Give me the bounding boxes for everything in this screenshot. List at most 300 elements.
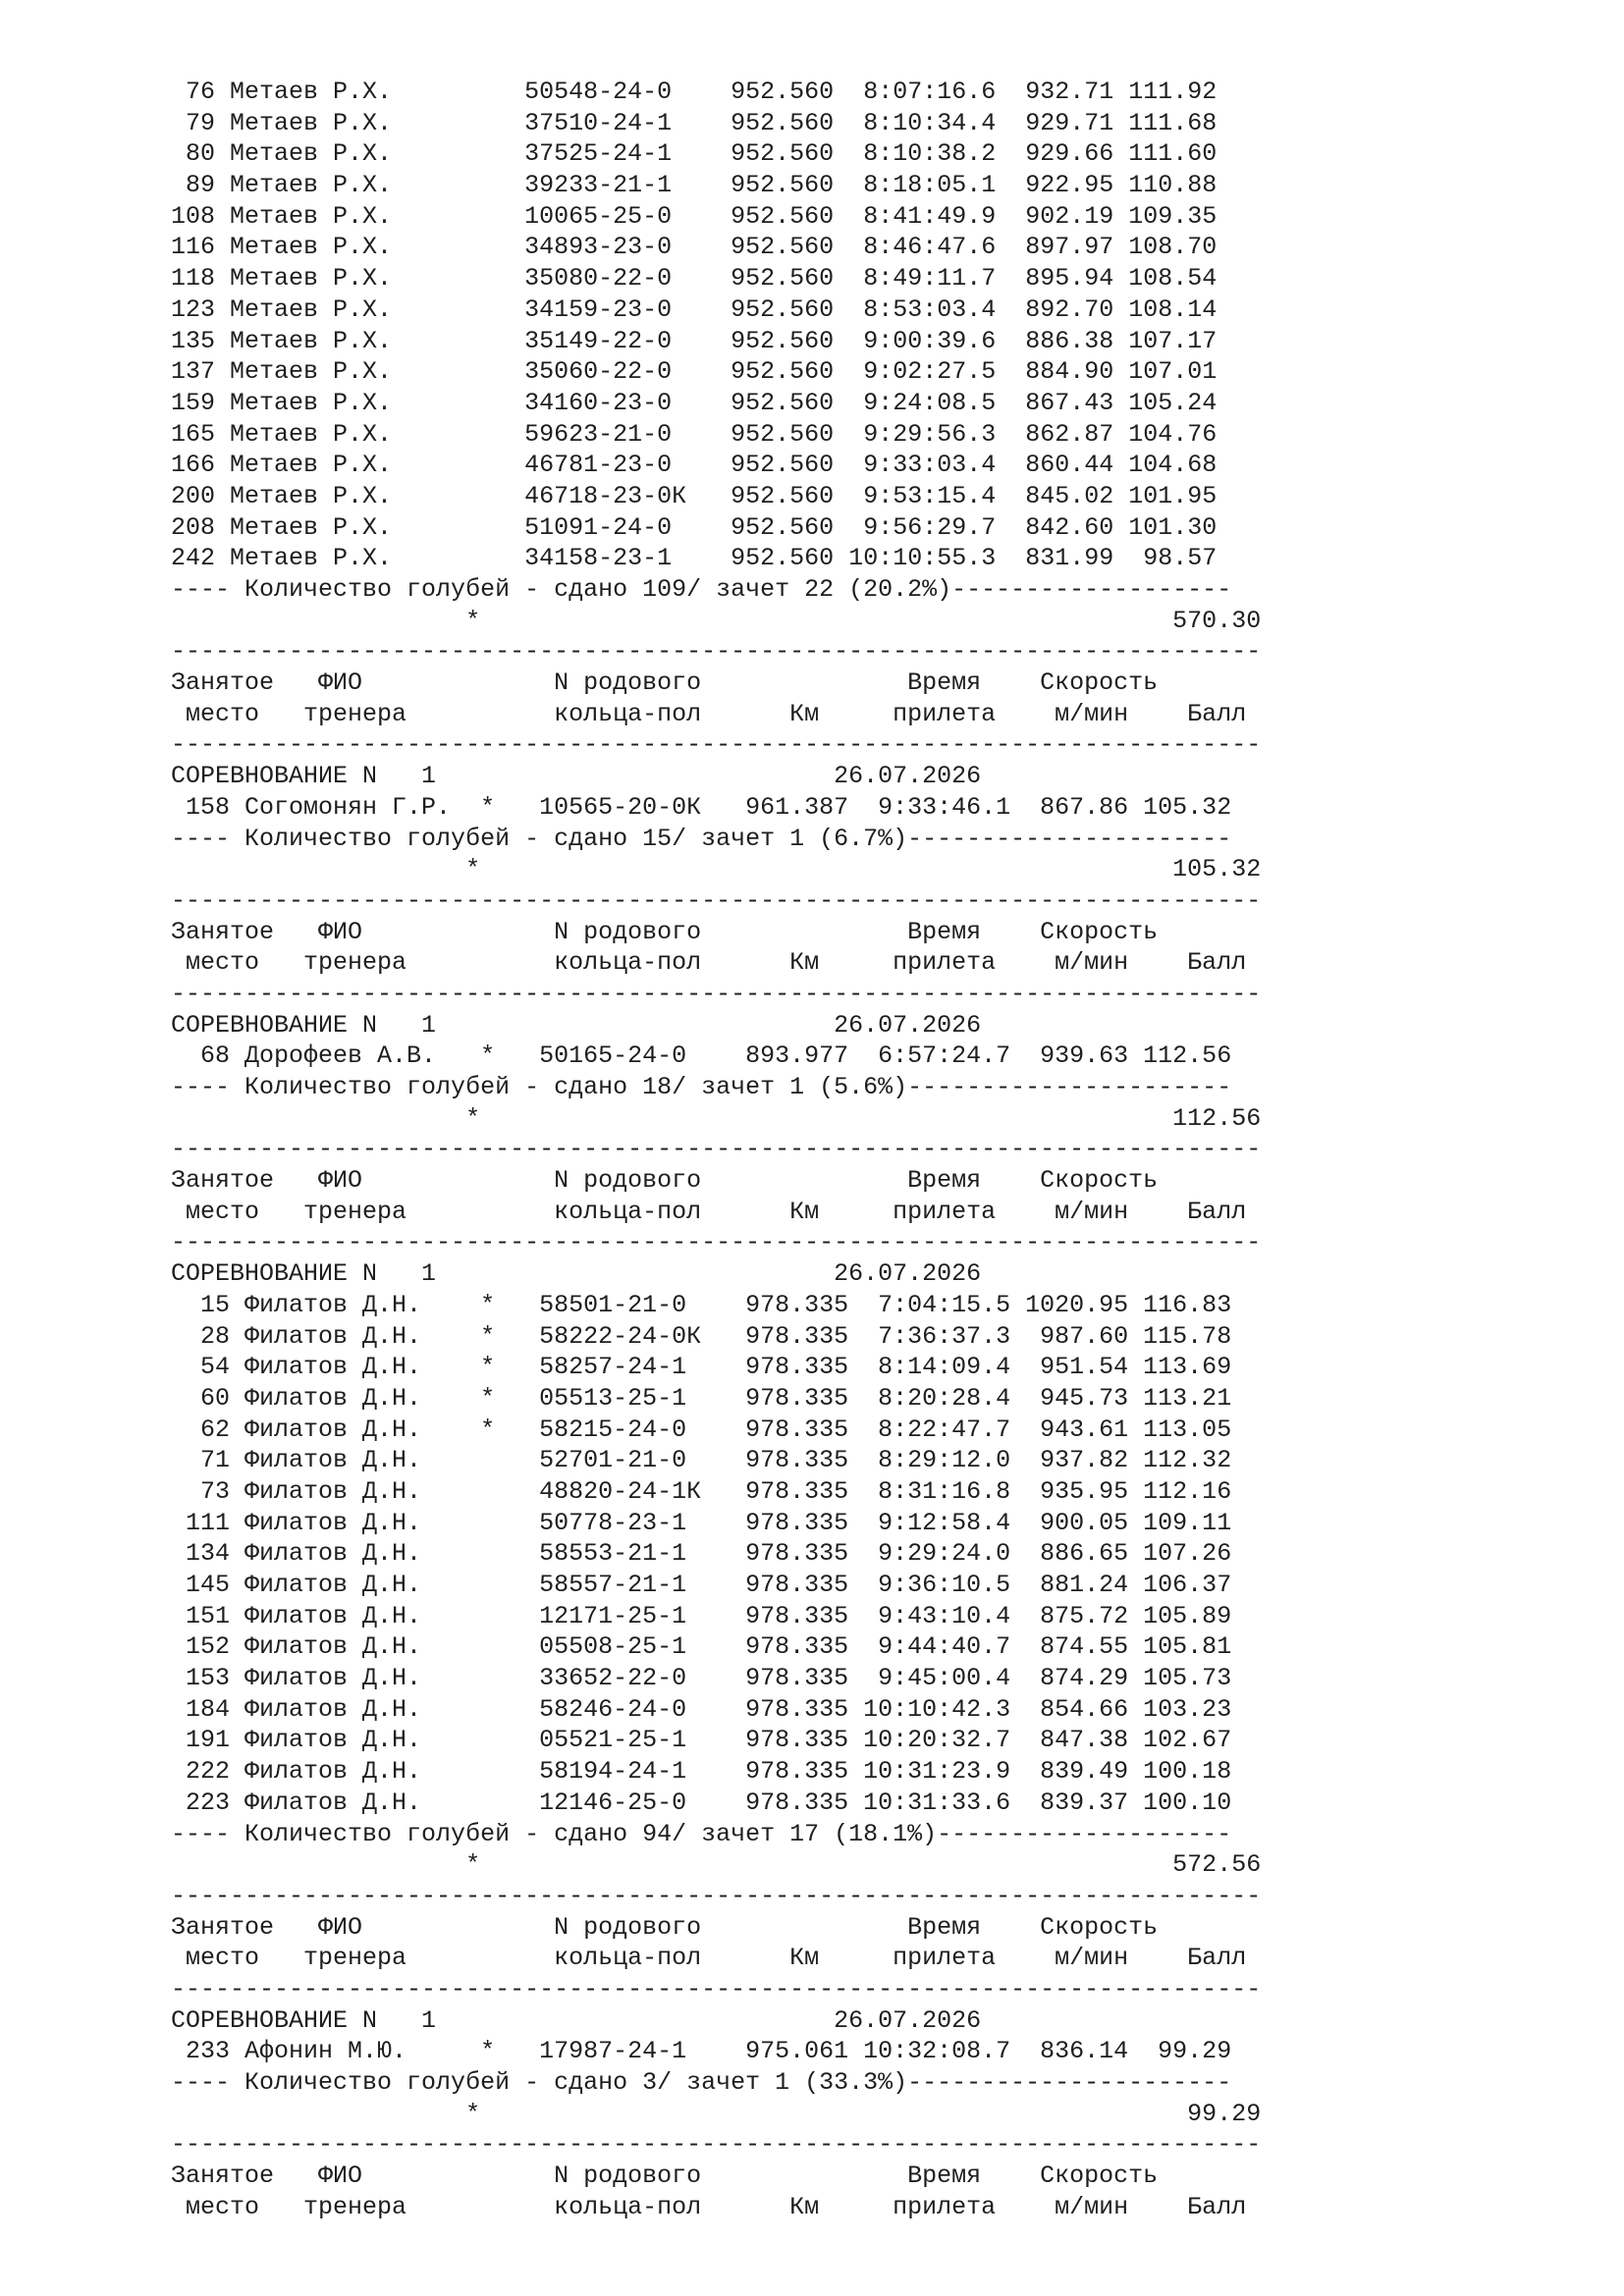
result-row-text: 9:00:39.6 [863,326,997,355]
column-header-line-1 [127,917,1261,948]
result-row-text: 151 Филатов Д.Н. 12171-25-1 978.335 9:43:10.4 875.72 105.89 [171,1601,1232,1630]
result-row-text: 39233-21-1 [524,171,673,200]
result-row [127,1631,1261,1663]
result-row-text: 34160-23-0 [524,388,673,417]
result-row-text: 153 Филатов Д.Н. 33652-22-0 978.335 9:45:00.4 874.29 105.73 [171,1664,1232,1693]
result-row-text [996,139,1025,168]
result-row-text: 8:49:11.7 [863,264,997,294]
result-row-text [834,357,863,386]
result-row-text [672,389,731,417]
result-row-text: 9:02:27.5 [863,357,997,387]
result-row-text [996,420,1025,449]
separator-line [127,1227,1261,1258]
separator-line [127,885,1261,917]
result-row [127,1383,1261,1415]
result-row-text: 860.44 [1025,451,1114,480]
result-row-text: 46718-23-0К [524,481,687,510]
result-row-text [392,451,524,479]
result-row-text: 80 [171,139,231,169]
column-header-line-2-text: место тренера кольца-пол Км прилета м/мин Балл [171,948,1247,978]
total-line-text: * 572.56 [171,1850,1262,1880]
result-row-text: Метаев Р.Х. [230,233,393,262]
result-row [127,2036,1261,2067]
result-row-text: 952.560 [731,357,835,387]
result-row [127,1601,1261,1632]
result-row-text: 8:41:49.9 [863,201,997,231]
result-row-text [1113,109,1128,137]
result-row-text [834,233,863,261]
result-row-text [1113,327,1128,355]
result-row [127,1725,1261,1756]
result-row [127,138,1261,170]
result-row-text: 10065-25-0 [524,201,673,231]
column-header-line-1 [127,1912,1261,1944]
result-row-text: 46781-23-0 [524,451,673,480]
result-row-text: 867.43 [1025,388,1114,417]
result-row [127,1694,1261,1726]
result-row-text: 37525-24-1 [524,139,673,169]
summary-line [127,2067,1261,2099]
result-row-text [672,171,731,199]
result-row-text [834,109,863,137]
result-row-text: 952.560 [731,201,835,231]
result-row-text [1113,171,1128,199]
result-row-text: 135 [171,326,231,355]
result-row-text: 152 Филатов Д.Н. 05508-25-1 978.335 9:44:40.7 874.55 105.81 [171,1632,1232,1662]
summary-line [127,574,1261,606]
column-header-line-1 [127,2161,1261,2192]
result-row-text: Метаев Р.Х. [230,512,393,542]
result-row-text: 28 Филатов Д.Н. * 58222-24-0К 978.335 7:36:37.3 987.60 115.78 [171,1321,1232,1351]
result-row-text: Метаев Р.Х. [230,451,393,480]
column-header-line-1-text: Занятое ФИО N родового Время Скорость [171,1912,1159,1942]
result-row-text: 104.76 [1128,419,1218,449]
result-row-text: 68 Дорофеев А.В. * 50165-24-0 893.977 6:57:24.7 939.63 112.56 [171,1041,1232,1071]
result-row-text: 191 Филатов Д.Н. 05521-25-1 978.335 10:20:32.7 847.38 102.67 [171,1726,1232,1755]
result-row-text [392,264,524,293]
result-row-text [672,420,731,449]
result-row-text: 34158-23-1 [524,544,673,573]
result-row-text: 952.560 [731,233,835,262]
result-row-text: 831.99 [1025,544,1114,573]
result-row-text [672,513,731,542]
separator-line [127,1974,1261,2005]
summary-line-text: ---- Количество голубей - сдано 94/ зачет 17 (18.1%)-------------------- [171,1819,1232,1848]
result-row-text: 107.01 [1128,357,1218,387]
result-row-text: Метаев Р.Х. [230,326,393,355]
result-row-text: 15 Филатов Д.Н. * 58501-21-0 978.335 7:04:15.5 1020.95 116.83 [171,1290,1232,1319]
result-row-text [1113,139,1128,168]
result-row-text: 892.70 [1025,294,1114,324]
result-row-text: 71 Филатов Д.Н. 52701-21-0 978.335 8:29:12.0 937.82 112.32 [171,1446,1232,1475]
summary-line-text: ---- Количество голубей - сдано 109/ зачет 22 (20.2%)------------------- [171,575,1232,604]
result-row-text: 922.95 [1025,171,1114,200]
result-row-text [392,389,524,417]
column-header-line-1-text: Занятое ФИО N родового Время Скорость [171,1166,1159,1196]
result-row-text: 10:10:55.3 [848,544,997,573]
result-row-text: 35149-22-0 [524,326,673,355]
result-row-text: 35060-22-0 [524,357,673,387]
result-row-text: 208 [171,512,231,542]
result-row-text [1113,233,1128,261]
result-row [127,1321,1261,1353]
column-header-line-1-text: Занятое ФИО N родового Время Скорость [171,917,1159,946]
result-row [127,77,1261,108]
result-row-text [392,327,524,355]
result-row-text [834,171,863,199]
result-row-text [834,202,863,231]
column-header-line-2 [127,1943,1261,1974]
result-row-text [996,202,1025,231]
separator-line-text: -------------------------------------------------------------------------- [171,730,1262,760]
result-row-text: 902.19 [1025,201,1114,231]
column-header-line-2-text: место тренера кольца-пол Км прилета м/мин Балл [171,699,1247,728]
result-row-text: Метаев Р.Х. [230,264,393,294]
result-row-text [996,544,1025,572]
result-row-text: 952.560 [731,481,835,510]
separator-line-text: -------------------------------------------------------------------------- [171,885,1262,915]
result-row-text [1113,389,1128,417]
result-row-text: 123 [171,294,231,324]
result-row-text: 8:10:38.2 [863,139,997,169]
separator-line [127,1134,1261,1165]
result-row-text [1113,513,1128,542]
column-header-line-2-text: место тренера кольца-пол Км прилета м/мин Балл [171,1197,1247,1226]
result-row-text: 34893-23-0 [524,233,673,262]
result-row-text [834,264,863,293]
result-row-text: 223 Филатов Д.Н. 12146-25-0 978.335 10:31:33.6 839.37 100.10 [171,1788,1232,1817]
result-row-text: 111.60 [1128,139,1218,169]
competition-header [127,1258,1261,1290]
separator-line-text: -------------------------------------------------------------------------- [171,1974,1262,2003]
result-row-text: 134 Филатов Д.Н. 58553-21-1 978.335 9:29:24.0 886.65 107.26 [171,1539,1232,1569]
result-row-text: 108.54 [1128,264,1218,294]
result-row-text [996,482,1025,510]
column-header-line-1-text: Занятое ФИО N родового Время Скорость [171,668,1159,698]
result-row-text: 242 [171,544,231,573]
result-row [127,543,1261,574]
result-row-text: 886.38 [1025,326,1114,355]
result-row-text [834,513,863,542]
result-row-text: 111.68 [1128,108,1218,137]
result-row [127,792,1261,824]
result-row-text: 165 [171,419,231,449]
separator-line [127,636,1261,667]
result-row-text: Метаев Р.Х. [230,294,393,324]
result-row-text [392,295,524,324]
result-row-text: Метаев Р.Х. [230,419,393,449]
result-row-text: 842.60 [1025,512,1114,542]
result-row-text: Метаев Р.Х. [230,357,393,387]
result-row-text: 76 [171,78,231,106]
result-row-text: 59623-21-0 [524,419,673,449]
result-row-text [392,420,524,449]
result-row-text: 73 Филатов Д.Н. 48820-24-1К 978.335 8:31:16.8 935.95 112.16 [171,1476,1232,1506]
result-row-text [996,109,1025,137]
result-row-text [672,544,731,572]
result-row-text [672,451,731,479]
result-row-text [1113,420,1128,449]
column-header-line-2-text: место тренера кольца-пол Км прилета м/мин Балл [171,2192,1247,2221]
separator-line-text: -------------------------------------------------------------------------- [171,637,1262,667]
result-row [127,1352,1261,1383]
result-row-text: 8:10:34.4 [863,108,997,137]
result-row [127,1788,1261,1819]
result-row-text [1113,78,1128,106]
result-row [127,1476,1261,1508]
result-row-text [996,327,1025,355]
result-row [127,170,1261,201]
result-row-text: 952.560 [731,326,835,355]
result-row [127,1041,1261,1072]
result-row-text: 952.560 [731,171,835,200]
result-row-text: 200 [171,481,231,510]
result-row [127,1663,1261,1694]
result-row [127,1508,1261,1539]
result-row-text: 932.71 [1025,78,1114,106]
result-row-text [392,357,524,386]
result-row-text [996,513,1025,542]
separator-line [127,2129,1261,2161]
result-row-text: 79 [171,108,231,137]
separator-line-text: -------------------------------------------------------------------------- [171,1228,1262,1257]
result-row-text: 897.97 [1025,233,1114,262]
result-row [127,450,1261,481]
separator-line-text: -------------------------------------------------------------------------- [171,1881,1262,1910]
result-row [127,326,1261,357]
result-row-text [392,139,524,168]
result-row-text: 895.94 [1025,264,1114,294]
result-row-text: 9:33:03.4 [863,451,997,480]
result-row-text: 8:53:03.4 [863,294,997,324]
result-row-text: 111 Филатов Д.Н. 50778-23-1 978.335 9:12:58.4 900.05 109.11 [171,1508,1232,1537]
competition-header [127,1010,1261,1041]
result-row-text: 222 Филатов Д.Н. 58194-24-1 978.335 10:31:23.9 839.49 100.18 [171,1757,1232,1787]
result-row-text: 952.560 [731,78,835,106]
result-row-text: 37510-24-1 [524,108,673,137]
result-row [127,201,1261,233]
summary-line-text: ---- Количество голубей - сдано 18/ зачет 1 (5.6%)---------------------- [171,1073,1232,1101]
result-row [127,1538,1261,1570]
result-row-text [672,78,731,106]
result-row-text [1113,544,1143,572]
total-line [127,2099,1261,2130]
separator-line-text: -------------------------------------------------------------------------- [171,2130,1262,2160]
result-row-text: 104.68 [1128,451,1218,480]
result-row-text: Метаев Р.Х. [230,108,393,137]
result-row-text [1113,295,1128,324]
result-row-text [996,451,1025,479]
result-row [127,1756,1261,1788]
result-row-text: 952.560 [731,108,835,137]
total-line-text: * 112.56 [171,1103,1262,1133]
result-row-text: 34159-23-0 [524,294,673,324]
result-row-text: 109.35 [1128,201,1218,231]
result-row [127,356,1261,388]
result-row-text: 8:46:47.6 [863,233,997,262]
result-row-text: 145 Филатов Д.Н. 58557-21-1 978.335 9:36:10.5 881.24 106.37 [171,1571,1232,1599]
result-row-text: 101.30 [1128,512,1218,542]
competition-header-text: СОРЕВНОВАНИЕ N 1 26.07.2026 [171,762,982,791]
result-row-text [834,389,863,417]
result-row-text: 111.92 [1128,78,1218,106]
column-header-line-2 [127,1197,1261,1228]
result-row-text: 89 [171,171,231,200]
result-row-text [392,233,524,261]
column-header-line-2 [127,2192,1261,2223]
result-row-text: 98.57 [1143,544,1218,573]
results-printout [127,77,1261,2222]
result-row-text: 9:24:08.5 [863,388,997,417]
result-row-text: 35080-22-0 [524,264,673,294]
column-header-line-2 [127,947,1261,979]
result-row-text [834,482,863,510]
result-row-text: 110.88 [1128,171,1218,200]
result-row-text [672,109,731,137]
result-row-text: Метаев Р.Х. [230,481,393,510]
separator-line-text: -------------------------------------------------------------------------- [171,1135,1262,1164]
result-row-text: 952.560 [731,264,835,294]
result-row-text: Метаев Р.Х. [230,544,393,573]
summary-line [127,824,1261,855]
result-row-text [672,264,731,293]
separator-line [127,979,1261,1010]
result-row-text [392,202,524,231]
column-header-line-1 [127,667,1261,699]
total-line-text: * 105.32 [171,855,1262,884]
result-row-text: 184 Филатов Д.Н. 58246-24-0 978.335 10:10:42.3 854.66 103.23 [171,1694,1232,1724]
result-row-text: 845.02 [1025,481,1114,510]
result-row-text [1113,264,1128,293]
result-row-text [1113,482,1128,510]
column-header-line-2 [127,699,1261,730]
total-line-text: * 570.30 [171,606,1262,635]
result-row-text: 862.87 [1025,419,1114,449]
result-row [127,512,1261,544]
result-row-text [672,357,731,386]
result-row-text: 9:53:15.4 [863,481,997,510]
result-row-text: 9:29:56.3 [863,419,997,449]
result-row-text [1113,357,1128,386]
column-header-line-1-text: Занятое ФИО N родового Время Скорость [171,2162,1159,2191]
result-row-text: 51091-24-0 [524,512,673,542]
result-row-text: 108.70 [1128,233,1218,262]
result-row-text: 233 Афонин М.Ю. * 17987-24-1 975.061 10:32:08.7 836.14 99.29 [171,2037,1232,2066]
result-row [127,1290,1261,1321]
result-row-text: 54 Филатов Д.Н. * 58257-24-1 978.335 8:14:09.4 951.54 113.69 [171,1353,1232,1382]
total-line [127,1849,1261,1881]
result-row-text: 929.66 [1025,139,1114,169]
result-row [127,1415,1261,1446]
result-row-text: 50548-24-0 [524,78,673,106]
result-row-text: Метаев Р.Х. [230,388,393,417]
result-row-text [672,327,731,355]
result-row-text [834,139,863,168]
result-row-text [996,357,1025,386]
competition-header-text: СОРЕВНОВАНИЕ N 1 26.07.2026 [171,1259,982,1289]
result-row-text: 884.90 [1025,357,1114,387]
result-row-text: 952.560 [731,544,835,573]
result-row [127,294,1261,326]
competition-header-text: СОРЕВНОВАНИЕ N 1 26.07.2026 [171,2005,982,2035]
summary-line [127,1819,1261,1850]
result-row-text: 952.560 [731,294,835,324]
result-row-text: 108 [171,201,231,231]
result-row-text [1113,451,1128,479]
result-row-text: 107.17 [1128,326,1218,355]
result-row-text [834,78,863,106]
total-line [127,854,1261,885]
separator-line-text: -------------------------------------------------------------------------- [171,979,1262,1008]
competition-header [127,2005,1261,2037]
result-row-text [996,389,1025,417]
result-row-text: 62 Филатов Д.Н. * 58215-24-0 978.335 8:22:47.7 943.61 113.05 [171,1415,1232,1444]
result-row-text: 929.71 [1025,108,1114,137]
result-row-text [392,109,524,137]
result-row-text: 952.560 [731,139,835,169]
result-row-text [834,327,863,355]
result-row-text [996,233,1025,261]
result-row-text: Метаев Р.Х. [230,139,393,169]
total-line [127,1103,1261,1135]
result-row-text: 159 [171,388,231,417]
result-row-text: 108.14 [1128,294,1218,324]
column-header-line-1 [127,1165,1261,1197]
result-row-text [996,264,1025,293]
result-row-text: 60 Филатов Д.Н. * 05513-25-1 978.335 8:20:28.4 945.73 113.21 [171,1383,1232,1413]
result-row-text [834,544,848,572]
result-row [127,263,1261,294]
result-row-text: 101.95 [1128,481,1218,510]
result-row [127,481,1261,512]
competition-header [127,761,1261,792]
result-row-text [672,202,731,231]
result-row-text [392,513,524,542]
result-row [127,388,1261,419]
result-row [127,1570,1261,1601]
result-row-text [996,78,1025,106]
separator-line [127,1881,1261,1912]
result-row [127,419,1261,451]
result-row-text: 8:18:05.1 [863,171,997,200]
result-row-text: Метаев Р.Х. [230,171,393,200]
result-row [127,1445,1261,1476]
summary-line-text: ---- Количество голубей - сдано 3/ зачет 1 (33.3%)---------------------- [171,2068,1232,2097]
result-row-text [686,482,731,510]
result-row-text: 118 [171,264,231,294]
result-row-text: 952.560 [731,451,835,480]
result-row-text [834,420,863,449]
result-row-text [672,295,731,324]
separator-line [127,729,1261,761]
result-row-text: 8:07:16.6 [863,78,997,106]
result-row-text [996,171,1025,199]
result-row-text [1113,202,1128,231]
result-row-text [834,451,863,479]
result-row-text: 952.560 [731,419,835,449]
result-row-text: 105.24 [1128,388,1218,417]
result-row-text [834,295,863,324]
summary-line-text: ---- Количество голубей - сдано 15/ зачет 1 (6.7%)---------------------- [171,824,1232,853]
result-row [127,232,1261,263]
result-row-text [392,78,524,106]
result-row-text: 158 Согомонян Г.Р. * 10565-20-0К 961.387 9:33:46.1 867.86 105.32 [171,792,1232,822]
result-row-text [672,139,731,168]
result-row-text: 9:56:29.7 [863,512,997,542]
result-row-text: 116 [171,233,231,262]
result-row-text [996,295,1025,324]
total-line-text: * 99.29 [171,2099,1262,2128]
